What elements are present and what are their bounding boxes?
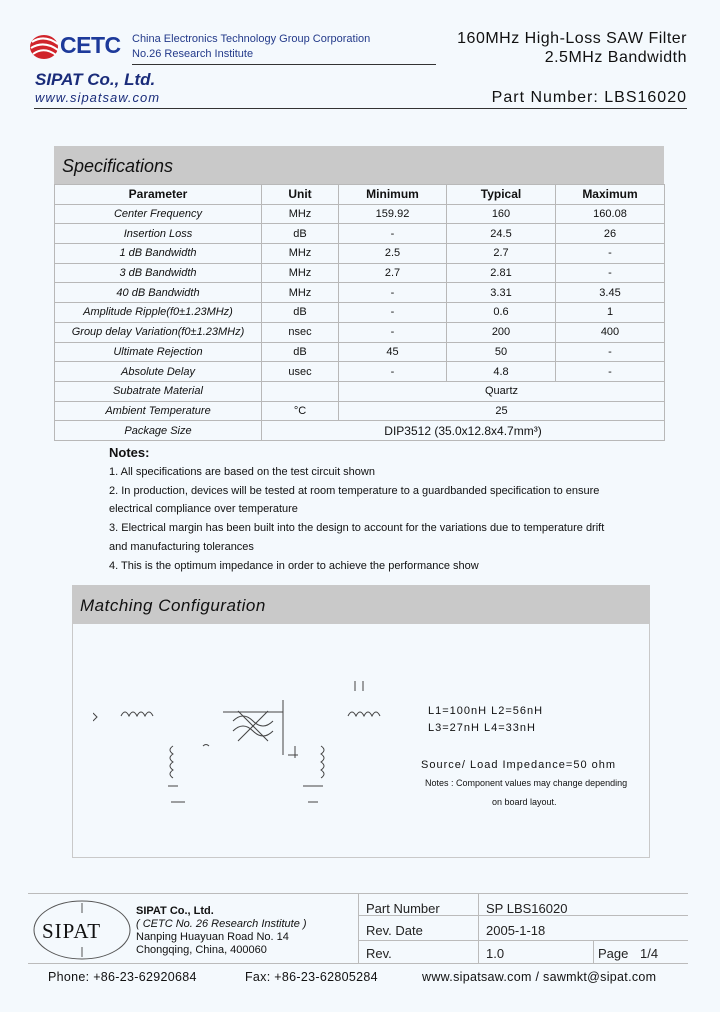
note-line: 4. This is the optimum impedance in order to achieve the performance show xyxy=(109,559,479,572)
unit-cell: MHz xyxy=(262,283,339,303)
typ-cell: 2.7 xyxy=(447,244,556,264)
typ-cell: 200 xyxy=(447,322,556,342)
product-title: 160MHz High-Loss SAW Filter xyxy=(457,30,687,47)
param-cell: 40 dB Bandwidth xyxy=(55,283,262,303)
part-number-label: Part Number xyxy=(366,901,440,916)
col-header: Unit xyxy=(262,185,339,205)
min-cell: 45 xyxy=(339,342,447,362)
col-header: Typical xyxy=(447,185,556,205)
max-cell: 400 xyxy=(556,322,665,342)
product-subtitle: 2.5MHz Bandwidth xyxy=(544,49,687,66)
org-name: China Electronics Technology Group Corporation xyxy=(132,33,371,45)
footer-phone: Phone: +86-23-62920684 xyxy=(48,970,197,984)
typ-cell: 4.8 xyxy=(447,362,556,382)
param-cell: 1 dB Bandwidth xyxy=(55,244,262,264)
note-line: electrical compliance over temperature xyxy=(109,503,298,516)
min-cell: - xyxy=(339,224,447,244)
rev-date-label: Rev. Date xyxy=(366,923,423,938)
spec-row-substrate xyxy=(55,381,665,401)
param-cell: Subatrate Material xyxy=(55,381,262,401)
param-cell: Group delay Variation(f0±1.23MHz) xyxy=(55,322,262,342)
max-cell: 160.08 xyxy=(556,204,665,224)
param-cell: Center Frequency xyxy=(55,204,262,224)
part-number-value: SP LBS16020 xyxy=(486,901,568,916)
param-cell: Insertion Loss xyxy=(55,224,262,244)
spec-table xyxy=(54,184,665,441)
unit-cell: dB xyxy=(262,342,339,362)
rev-value: 1.0 xyxy=(486,946,505,961)
part-number-row xyxy=(34,88,687,109)
inductor-values-2: L3=27nH L4=33nH xyxy=(428,722,536,734)
unit-cell: MHz xyxy=(262,263,339,283)
company-website[interactable]: www.sipatsaw.com xyxy=(35,90,161,105)
spec-row xyxy=(55,283,665,303)
spec-row xyxy=(55,342,665,362)
company-name: SIPAT Co., Ltd. xyxy=(35,70,156,89)
specifications-section xyxy=(54,146,664,440)
header-divider xyxy=(132,64,436,65)
inductor-values-1: L1=100nH L2=56nH xyxy=(428,705,544,717)
spec-row xyxy=(55,244,665,264)
spec-row xyxy=(55,263,665,283)
col-header: Parameter xyxy=(55,185,262,205)
value-cell: DIP3512 (35.0x12.8x4.7mm³) xyxy=(262,421,665,441)
unit-cell: °C xyxy=(262,401,339,421)
param-cell: Ultimate Rejection xyxy=(55,342,262,362)
min-cell: 2.5 xyxy=(339,244,447,264)
param-cell: Absolute Delay xyxy=(55,362,262,382)
value-cell: 25 xyxy=(339,401,665,421)
max-cell: - xyxy=(556,362,665,382)
specifications-title: Specifications xyxy=(62,156,174,176)
rev-date-value: 2005-1-18 xyxy=(486,923,546,938)
matching-title: Matching Configuration xyxy=(80,596,266,615)
typ-cell: 0.6 xyxy=(447,303,556,323)
min-cell: - xyxy=(339,283,447,303)
specifications-header xyxy=(54,146,664,184)
min-cell: - xyxy=(339,303,447,323)
spec-row-ambient xyxy=(55,401,665,421)
note-line: 3. Electrical margin has been built into the design to account for the variations due to temperature drift xyxy=(109,522,605,535)
footer-institute: ( CETC No. 26 Research Institute ) xyxy=(136,918,307,930)
min-cell: 2.7 xyxy=(339,263,447,283)
unit-cell xyxy=(262,381,339,401)
footer-address-2: Chongqing, China, 400060 xyxy=(136,944,267,956)
param-cell: Amplitude Ripple(f0±1.23MHz) xyxy=(55,303,262,323)
unit-cell: usec xyxy=(262,362,339,382)
max-cell: - xyxy=(556,342,665,362)
spec-row xyxy=(55,204,665,224)
typ-cell: 50 xyxy=(447,342,556,362)
min-cell: - xyxy=(339,362,447,382)
spec-row xyxy=(55,362,665,382)
typ-cell: 3.31 xyxy=(447,283,556,303)
institute-name: No.26 Research Institute xyxy=(132,48,254,60)
footer-fax: Fax: +86-23-62805284 xyxy=(245,970,378,984)
note-line: and manufacturing tolerances xyxy=(109,540,254,553)
matching-header xyxy=(73,586,649,624)
max-cell: 26 xyxy=(556,224,665,244)
col-header: Minimum xyxy=(339,185,447,205)
notes-title: Notes: xyxy=(109,445,150,460)
col-header: Maximum xyxy=(556,185,665,205)
page-label: Page xyxy=(598,946,629,961)
min-cell: - xyxy=(339,322,447,342)
notes-section xyxy=(109,444,604,576)
matching-note-1: Notes : Component values may change depending xyxy=(425,778,628,788)
typ-cell: 2.81 xyxy=(447,263,556,283)
value-cell: Quartz xyxy=(339,381,665,401)
max-cell: 3.45 xyxy=(556,283,665,303)
unit-cell: nsec xyxy=(262,322,339,342)
max-cell: - xyxy=(556,263,665,283)
impedance-text: Source/ Load Impedance=50 ohm xyxy=(421,759,617,771)
unit-cell: dB xyxy=(262,303,339,323)
spec-row xyxy=(55,224,665,244)
matching-circuit-diagram xyxy=(93,676,393,826)
max-cell: 1 xyxy=(556,303,665,323)
footer-web-email[interactable]: www.sipatsaw.com / sawmkt@sipat.com xyxy=(422,970,657,984)
param-cell: 3 dB Bandwidth xyxy=(55,263,262,283)
param-cell: Package Size xyxy=(55,421,262,441)
org-names xyxy=(132,32,370,62)
spec-row xyxy=(55,322,665,342)
min-cell: 159.92 xyxy=(339,204,447,224)
note-line: 2. In production, devices will be tested at room temperature to a guardbanded specification to ensure xyxy=(109,484,600,497)
unit-cell: dB xyxy=(262,224,339,244)
cetc-wordmark: CETC xyxy=(60,32,121,58)
rev-label: Rev. xyxy=(366,946,392,961)
unit-cell: MHz xyxy=(262,244,339,264)
spec-header-row xyxy=(55,185,665,205)
note-line: 1. All specifications are based on the test circuit shown xyxy=(109,465,375,478)
footer-box xyxy=(28,893,688,963)
footer-address-1: Nanping Huayuan Road No. 14 xyxy=(136,931,289,943)
param-cell: Ambient Temperature xyxy=(55,401,262,421)
page-value: 1/4 xyxy=(640,946,659,961)
matching-note-2: on board layout. xyxy=(492,797,557,807)
max-cell: - xyxy=(556,244,665,264)
spec-row xyxy=(55,303,665,323)
typ-cell: 24.5 xyxy=(447,224,556,244)
typ-cell: 160 xyxy=(447,204,556,224)
footer-company: SIPAT Co., Ltd. xyxy=(136,905,214,917)
spec-row-package xyxy=(55,421,665,441)
seal-text: SIPAT xyxy=(42,919,102,943)
unit-cell: MHz xyxy=(262,204,339,224)
matching-section xyxy=(72,585,650,858)
part-number: Part Number: LBS16020 xyxy=(491,89,687,106)
